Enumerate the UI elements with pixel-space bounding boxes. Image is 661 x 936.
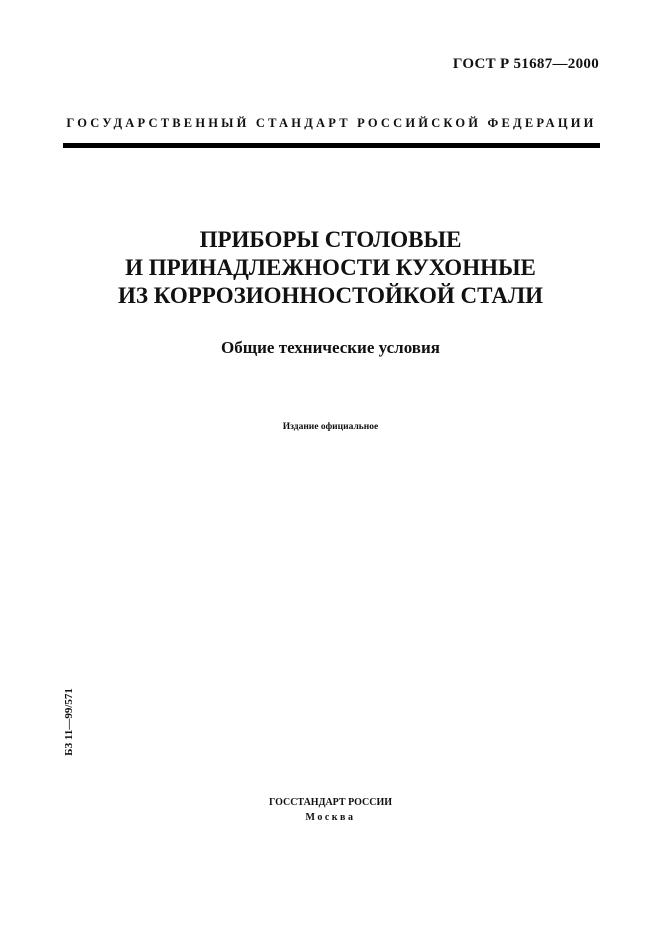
title-line: ИЗ КОРРОЗИОННОСТОЙКОЙ СТАЛИ bbox=[117, 283, 543, 308]
publisher-name: ГОССТАНДАРТ РОССИИ bbox=[268, 797, 393, 808]
standard-header: ГОСУДАРСТВЕННЫЙ СТАНДАРТ РОССИЙСКОЙ ФЕДЕРАЦИИ bbox=[66, 116, 597, 130]
document-subtitle: Общие технические условия bbox=[221, 338, 440, 357]
title-line: ПРИБОРЫ СТОЛОВЫЕ bbox=[199, 227, 462, 252]
document-title bbox=[0, 226, 661, 310]
side-code-container bbox=[62, 682, 76, 762]
header-divider bbox=[63, 143, 600, 148]
document-code: ГОСТ Р 51687—2000 bbox=[452, 56, 599, 72]
side-registration-code: БЗ 11—99/571 bbox=[63, 688, 75, 756]
title-line: И ПРИНАДЛЕЖНОСТИ КУХОННЫЕ bbox=[125, 255, 536, 280]
edition-note: Издание официальное bbox=[282, 422, 379, 432]
publisher-city: Москва bbox=[305, 812, 356, 823]
